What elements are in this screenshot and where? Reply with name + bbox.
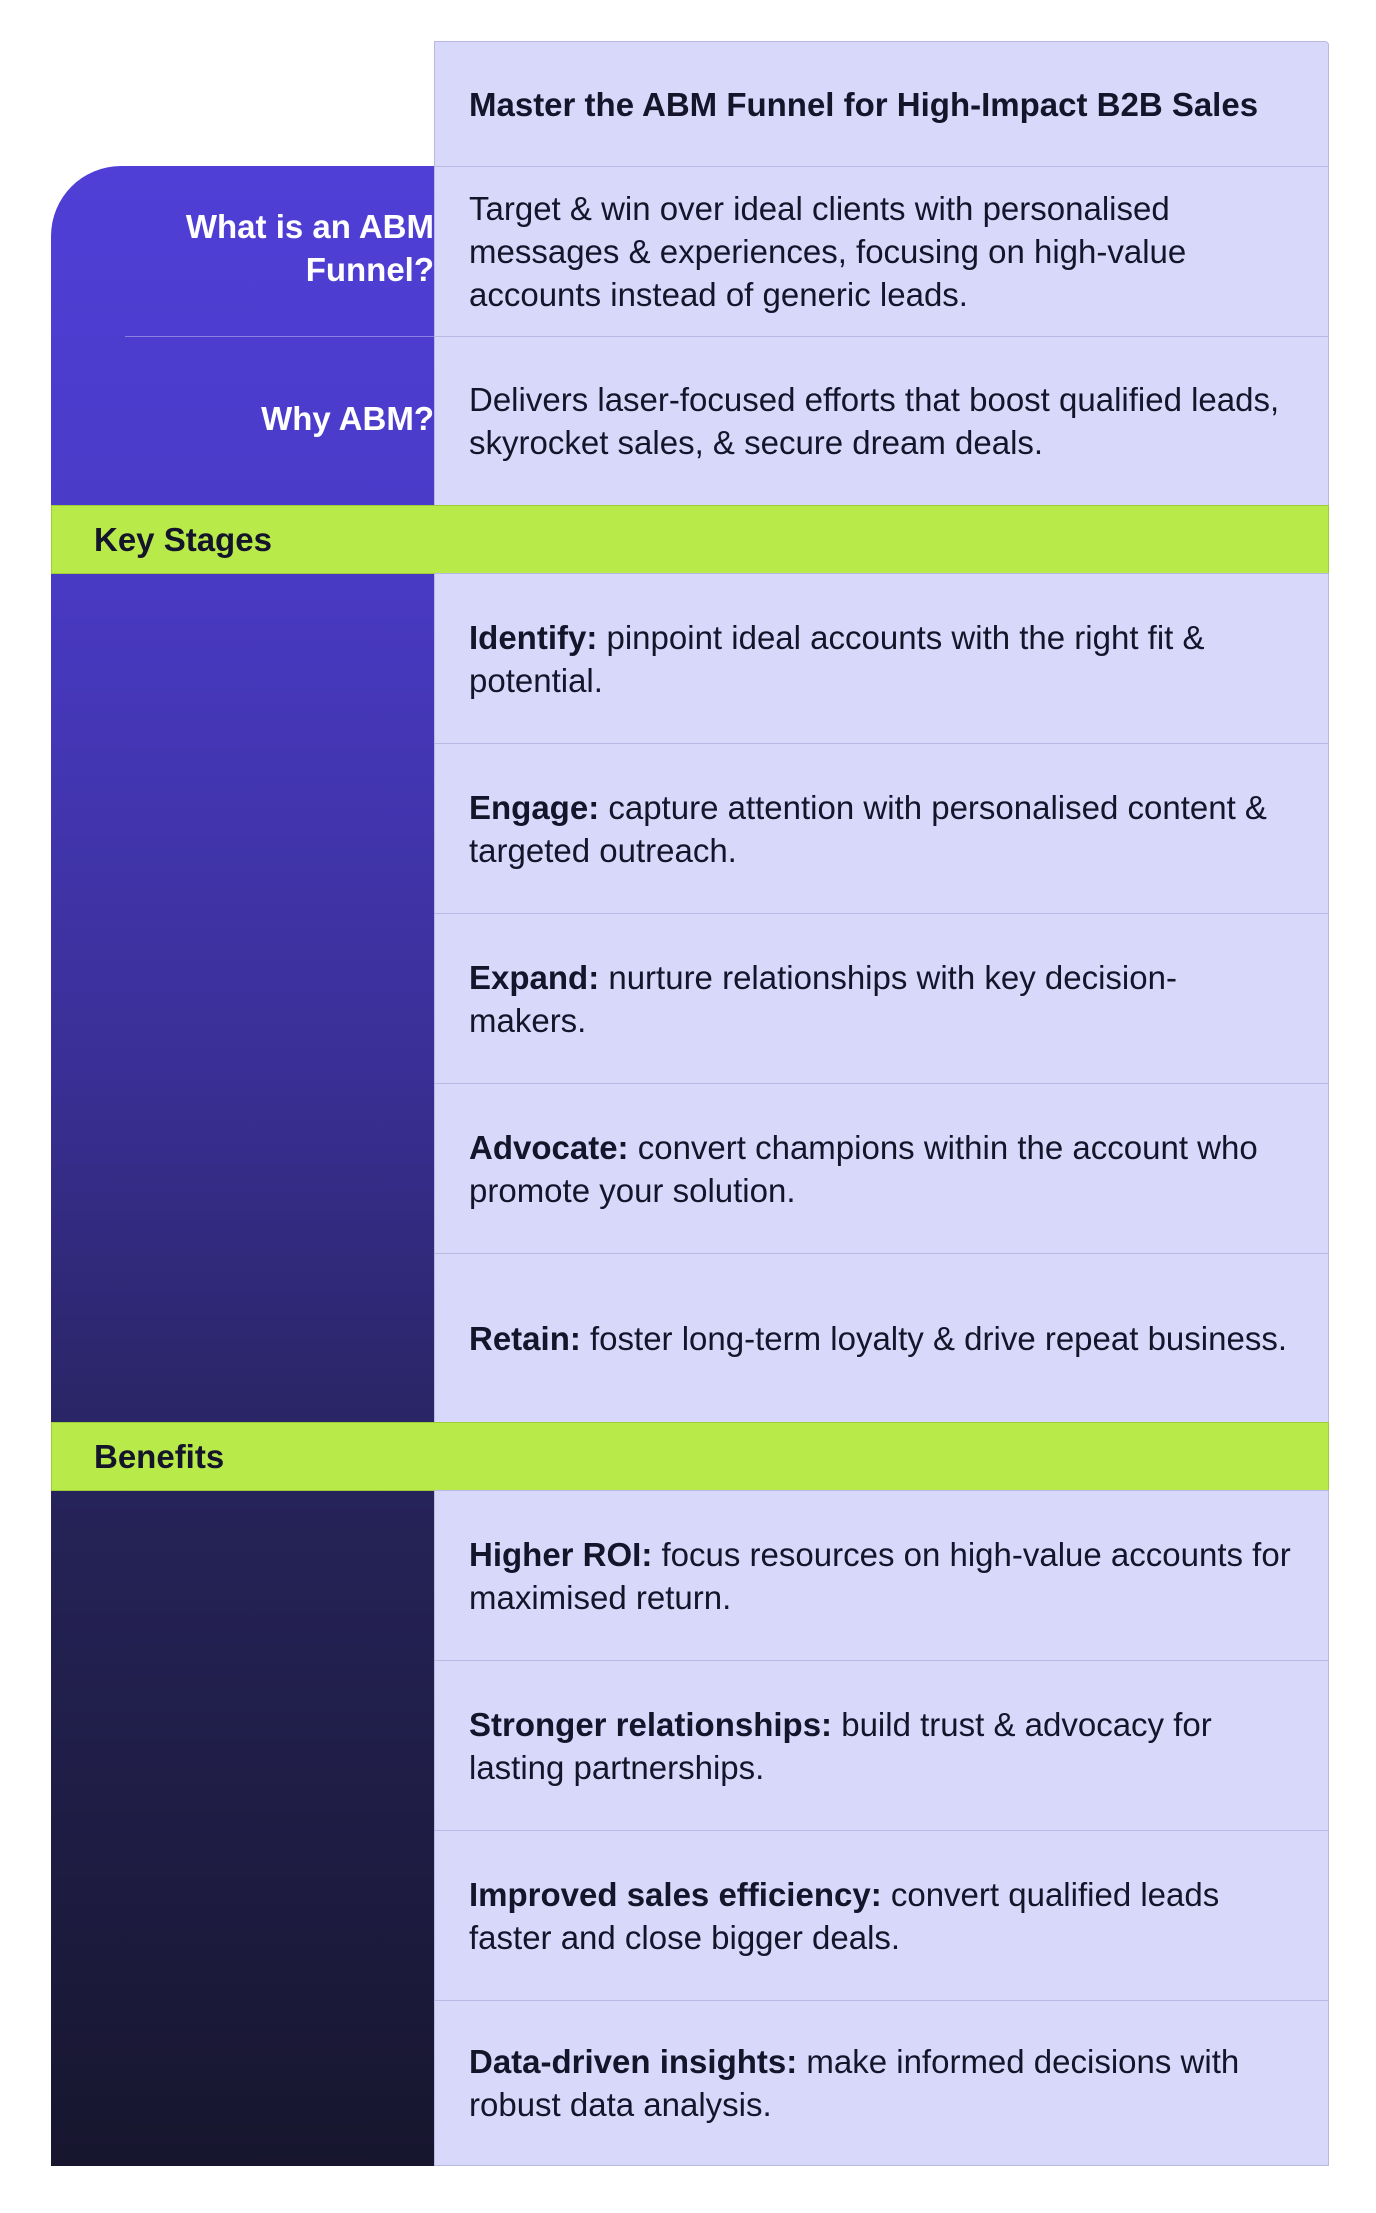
left-divider — [125, 336, 434, 337]
intro-text-what — [434, 166, 1329, 337]
stage-text: nurture relationships with key decision-makers. — [469, 958, 1177, 1039]
benefit-term: Improved sales efficiency: — [469, 1875, 882, 1913]
stage-text: pinpoint ideal accounts with the right fit & potential. — [469, 618, 1205, 699]
benefit-row — [434, 1830, 1329, 2001]
benefit-term: Higher ROI: — [469, 1535, 653, 1573]
intro-what-text: Target & win over ideal clients with personalised messages & experiences, focusing on high-value accounts instead of generic leads. — [469, 190, 1187, 313]
stage-row — [434, 913, 1329, 1084]
label-what-is-abm-funnel: What is an ABM Funnel? — [185, 208, 434, 288]
page-title: Master the ABM Funnel for High-Impact B2B Sales — [434, 41, 1329, 167]
stage-term: Identify: — [469, 618, 598, 656]
benefit-text: convert qualified leads faster and close bigger deals. — [469, 1875, 1220, 1956]
stage-term: Retain: — [469, 1319, 581, 1357]
stage-row — [434, 573, 1329, 744]
stage-term: Engage: — [469, 788, 600, 826]
stage-row — [434, 743, 1329, 914]
benefit-term: Stronger relationships: — [469, 1705, 833, 1743]
stage-text: convert champions within the account who promote your solution. — [469, 1128, 1258, 1209]
section-heading-benefits: Benefits — [51, 1422, 1329, 1491]
benefit-row — [434, 1490, 1329, 1661]
stage-row — [434, 1253, 1329, 1423]
left-gradient-panel — [51, 166, 434, 2166]
benefit-row — [434, 2000, 1329, 2166]
label-why-abm: Why ABM? — [261, 400, 434, 437]
benefit-text: make informed decisions with robust data analysis. — [469, 2043, 1240, 2123]
benefit-text: focus resources on high-value accounts for maximised return. — [469, 1535, 1291, 1616]
benefit-text: build trust & advocacy for lasting partnerships. — [469, 1705, 1212, 1786]
intro-why-text: Delivers laser-focused efforts that boost qualified leads, skyrocket sales, & secure dream deals. — [469, 381, 1280, 461]
benefit-row — [434, 1660, 1329, 1831]
stage-text: foster long-term loyalty & drive repeat business. — [580, 1319, 1287, 1357]
stage-text: capture attention with personalised content & targeted outreach. — [469, 788, 1267, 869]
benefit-term: Data-driven insights: — [469, 2043, 798, 2080]
stage-term: Expand: — [469, 958, 600, 996]
stage-row — [434, 1083, 1329, 1254]
intro-text-why — [434, 336, 1329, 506]
section-heading-key-stages: Key Stages — [51, 505, 1329, 574]
stage-term: Advocate: — [469, 1128, 629, 1166]
